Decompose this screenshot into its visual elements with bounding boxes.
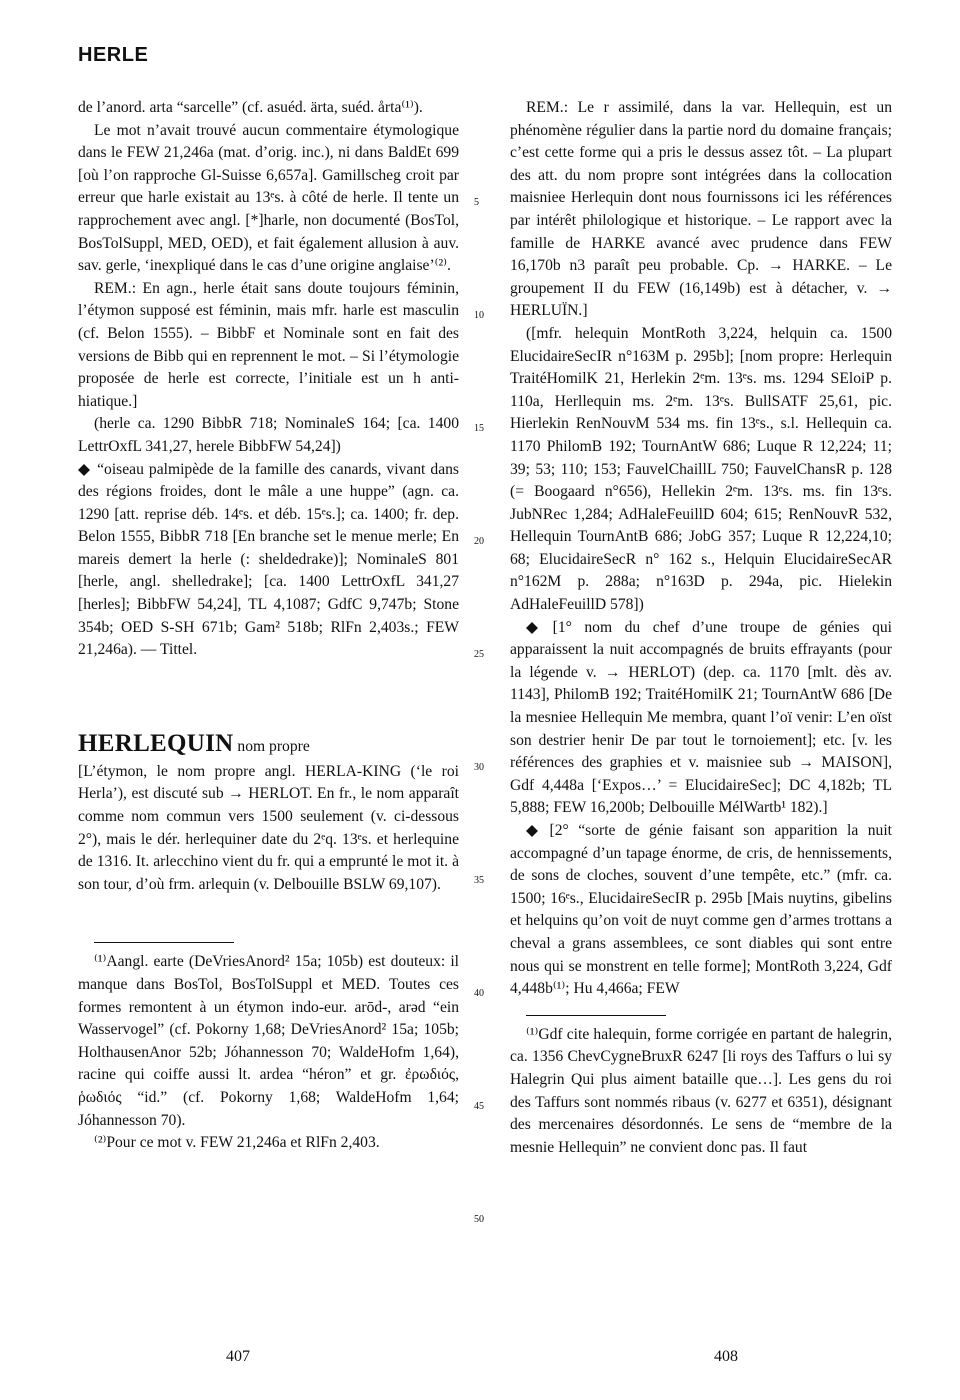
attestations-paragraph: ([mfr. helequin MontRoth 3,224, helquin ca. 1500 ElucidaireSecIR n°163M p. 295b]; [nom propre: Herlequin TraitéHomilK 21, Herlekin 2ᵉm. 13ᵉs. ms. 1294 SEloiP p. 110a, Herllequin ms. 2ᵉm. 13ᵉs. BullSATF 25,61, pic. Hierlekin RenNouvM 534 ms. fin 13ᵉs., s.l. Hellequin ca. 1170 PhilomB 192; TournAntW 686; Luque R 12,224; 11; 39; 53; 110; 153; FauvelChaillL 750; FauvelChansR p. 128 (= Boogaard n°656), Hellekin 2ᵉm. 13ᵉs. ms. fin 13ᵉs. JubNRec 1,284; AdHaleFeuillD 604; 615; RenNouvR 532, Hellequin TournAntB 686; JobG 357; Luque R 12,224,10; 68; ElucidaireSecR n° 162 s., Helquin ElucidaireSecAR n°162M p. 288a; n°163D p. 294a, pic. Hielekin AdHaleFeuillD 578]) (510, 324, 892, 614)
part-of-speech: nom propre (237, 737, 310, 755)
page-number-right: 408 (714, 1348, 738, 1365)
line-number: 30 (474, 762, 484, 773)
sense-1-paragraph (510, 617, 892, 820)
paragraph: de l’anord. arta “sarcelle” (cf. asuéd. ärta, suéd. årta⁽¹⁾). (78, 99, 423, 116)
line-number: 40 (474, 988, 484, 999)
etymology-paragraph: [L’étymon, le nom propre angl. HERLA-KING (‘le roi Herla’), est discuté sub → HERLOT. En fr., le nom apparaît comme nom commun vers 1500 seulement (v. ci-dessous 2°), mais le dér. herlequiner date du 2ᵉq. 13ᵉs. et herlequine de 1316. It. arlecchino vient du fr. qui a emprunté le mot it. à son tour, d’où frm. arlequin (v. Delbouille BSLW 69,107). (78, 762, 459, 893)
rem-paragraph: REM.: Le r assimilé, dans la var. Hellequin, est un phénomène régulier dans la partie nord du domaine français; c’est cette forme qui a pris le dessus assez tôt. – La plupart des att. du nom propre sont intégrées dans la collocation maisniee Herlequin dont nous fournissons ici les références par intérêt philologique et historique. – Le rapport avec la famille de HARKE avancé avec prudence dans FEW 16,170b n3 paraît peu probable. Cp. → HARKE. – Le groupement II du FEW (16,149b) est à détacher, v. → HERLUÏN.] (510, 99, 892, 320)
footnote-divider (526, 1015, 666, 1016)
bullet-icon: ◆ (78, 460, 92, 478)
page-number-left: 407 (226, 1348, 250, 1365)
entry-heading (78, 730, 459, 761)
line-number: 15 (474, 423, 484, 434)
line-number: 20 (474, 536, 484, 547)
sense-1-text: [1° nom du chef d’une troupe de génies qui apparaissent la nuit accompagnés de bruits effrayants (pour la légende v. → HERLOT) (dep. ca. 1170 [mlt. dès av. 1143], PhilomB 192; TraitéHomilK 21; TournAntW 686 [De la mesniee Hellequin Me membra, quant l’oï venir: L’en oïst son destrier henir De par tout le tornoiement]; etc. [v. les références des graphies et v. maisniee sub → MAISON], Gdf 4,448a [‘Expos…’ = ElucidaireSec]; DC 4,182b; TL 5,888; FEW 16,200b; Delbouille MélWartb¹ 182).] (510, 618, 892, 817)
footnote: ⁽²⁾Pour ce mot v. FEW 21,246a et RlFn 2,403. (94, 1134, 380, 1152)
footnote: ⁽¹⁾Gdf cite halequin, forme corrigée en partant de halegrin, ca. 1356 ChevCygneBruxR 6247 [li roys des Taffurs o lui sy Halegrin Qui plus aiment bataille que…]. Les gens du roi des Taffurs sont nommés ribaus (v. 6277 et 6351), désignant des mercenaires désordonnés. Le sens de “membre de la mesnie Hellequin” ne convient donc pas. Il faut (510, 1025, 892, 1156)
footnote-divider (94, 942, 234, 943)
line-number: 5 (474, 197, 479, 208)
rem-paragraph: REM.: En agn., herle était sans doute toujours féminin, l’étymon supposé est féminin, mais mfr. harle est masculin (cf. Belon 1555). – BibbF et Nominale sont en fait des versions de Bibb qui en reprennent le mot. – Si l’étymologie proposée de herle est correcte, l’initiale est un h anti-hiatique.] (78, 279, 459, 410)
left-column (78, 97, 459, 1155)
headword: HERLEQUIN (78, 729, 234, 757)
line-number: 45 (474, 1101, 484, 1112)
definition-text: “oiseau palmipède de la famille des canards, vivant dans des régions froides, dont le mâle a une huppe” (agn. ca. 1290 [att. reprise déb. 14ᵉs. et déb. 15ᵉs.]; ca. 1400; fr. dep. Belon 1555, BibbR 718 [En branche set le menue merle; En mareis demert la herle (: sheldedrake)]; NominaleS 801 [herle, angl. shelledrake]; [ca. 1400 LettrOxfL 341,27 [herles]; BibbFW 54,24], TL 4,1087; GdfC 9,747b; Stone 354b; OED S-SH 671b; Gam² 518b; RlFn 2,403s.; FEW 21,246a). — Tittel. (78, 460, 459, 659)
line-number: 50 (474, 1214, 484, 1225)
definition-paragraph (78, 459, 459, 662)
right-column (510, 97, 892, 1159)
bullet-icon: ◆ (526, 618, 547, 636)
line-number: 35 (474, 875, 484, 886)
paragraph: Le mot n’avait trouvé aucun commentaire étymologique dans le FEW 21,246a (mat. d’orig. inc.), ni dans BaldEt 699 [où l’on rapproche Gl-Suisse 6,657a]. Gamillscheg croit par erreur que harle existait au 13ᵉs. à côté de herle. Il tente un rapprochement avec angl. [*]harle, non documenté (BosTol, BosTolSuppl, MED, OED), et fait également allusion à auv. sav. gerle, ‘inexpliqué dans le cas d’une origine anglaise’⁽²⁾. (78, 121, 459, 275)
footnote: ⁽¹⁾Aangl. earte (DeVriesAnord² 15a; 105b) est douteux: il manque dans BosTol, BosTolSuppl et MED. Toutes ces formes remontent à un étymon indo-eur. arōd-, arəd “ein Wasservogel” (cf. Pokorny 1,68; DeVriesAnord² 15a; 105b; HolthausenAnor 52b; Jóhannesson 70; WaldeHofm 1,64), racine qui coiffe aussi lt. ardea “héron” et gr. ἐρωδιός, ῥωδιός “id.” (cf. Pokorny 1,68; WaldeHofm 1,64; Jóhannesson 70). (78, 953, 459, 1129)
line-number: 25 (474, 649, 484, 660)
sense-2-paragraph (510, 820, 892, 1001)
attestations-paragraph: (herle ca. 1290 BibbR 718; NominaleS 164; [ca. 1400 LettrOxfL 341,27, herele BibbFW 54,24]) (78, 415, 459, 455)
sense-2-text: [2° “sorte de génie faisant son apparition la nuit accompagné d’un tapage énorme, de cris, de hennissements, de sons de cloches, souvent d’une tempête, etc.” (mfr. ca. 1500; 16ᵉs., ElucidaireSecIR p. 295b [Mais nuytins, gibelins et helquins qu’on voit de nuyt comme gen d’armes trottans a cheval a grans assemblees, ce sont diables qui sont entre nous qui se monstrent en telle forme]; MontRoth 3,224, Gdf 4,448b⁽¹⁾; Hu 4,466a; FEW (510, 822, 893, 998)
line-number: 10 (474, 310, 484, 321)
running-header: HERLE (78, 44, 149, 66)
bullet-icon: ◆ (526, 822, 544, 839)
